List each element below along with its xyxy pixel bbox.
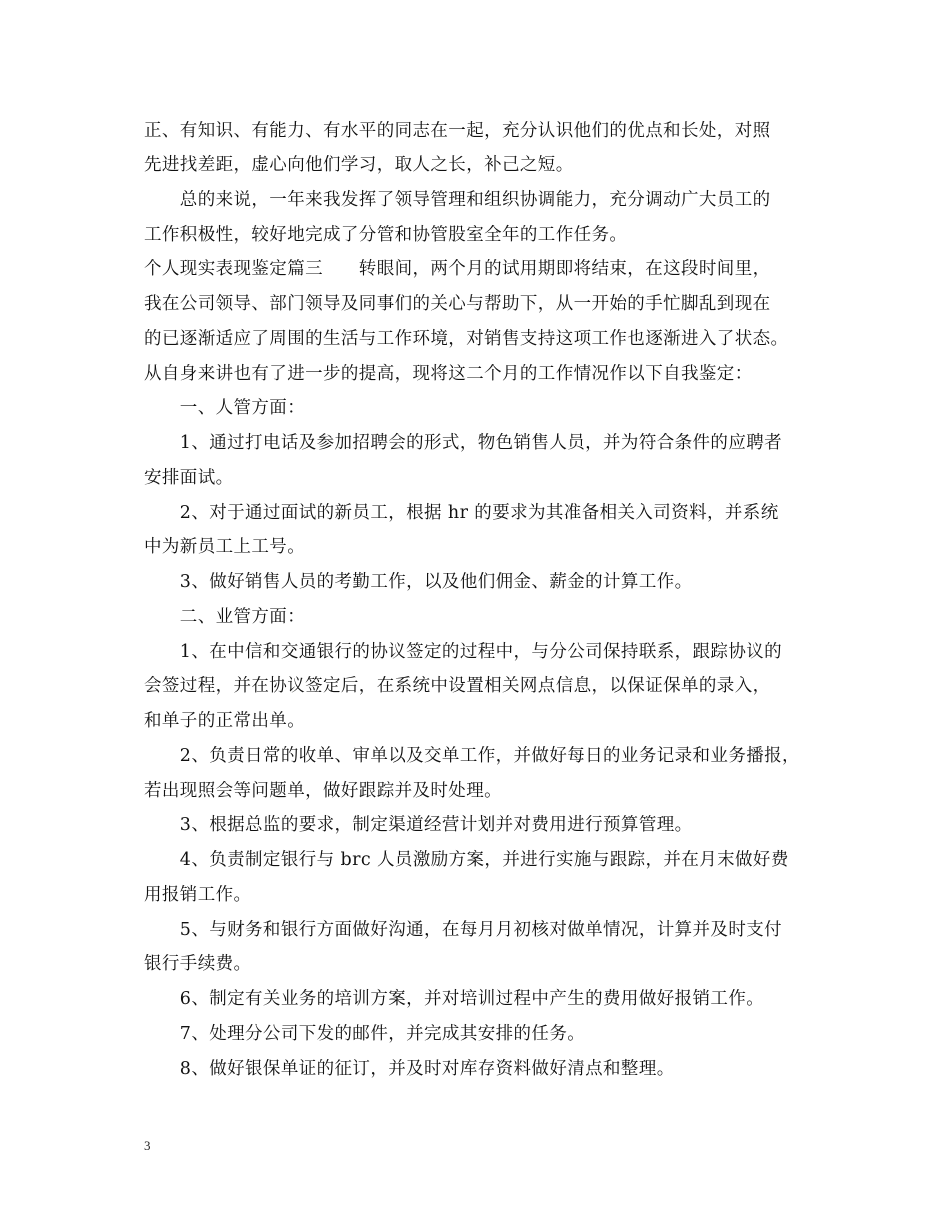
page-number: 3 [144, 1138, 151, 1153]
text-line: 8、做好银保单证的征订，并及时对库存资料做好清点和整理。 [144, 1059, 675, 1079]
text-line: 银行手续费。 [144, 954, 252, 974]
text-line: 我在公司领导、部门领导及同事们的关心与帮助下，从一开始的手忙脚乱到现在 [144, 294, 771, 314]
text-line: 先进找差距，虚心向他们学习，取人之长，补己之短。 [144, 155, 574, 175]
text-line: 二、业管方面： [144, 607, 306, 627]
text-line: 用报销工作。 [144, 885, 252, 905]
text-line: 中为新员工上工号。 [144, 537, 306, 557]
text-line: 个人现实表现鉴定篇三 转眼间，两个月的试用期即将结束，在这段时间里， [144, 259, 771, 279]
text-line: 1、通过打电话及参加招聘会的形式，物色销售人员，并为符合条件的应聘者 [144, 433, 783, 453]
text-line: 7、处理分公司下发的邮件，并完成其安排的任务。 [144, 1024, 586, 1044]
text-line: 和单子的正常出单。 [144, 711, 306, 731]
text-line: 的已逐渐适应了周围的生活与工作环境，对销售支持这项工作也逐渐进入了状态。 [144, 329, 789, 349]
text-line: 安排面试。 [144, 468, 234, 488]
text-line: 工作积极性，较好地完成了分管和协管股室全年的工作任务。 [144, 225, 628, 245]
text-line: 3、根据总监的要求，制定渠道经营计划并对费用进行预算管理。 [144, 815, 693, 835]
text-line: 4、负责制定银行与 brc 人员激励方案，并进行实施与跟踪，并在月末做好费 [144, 850, 789, 870]
text-line: 5、与财务和银行方面做好沟通，在每月月初核对做单情况，计算并及时支付 [144, 920, 783, 940]
text-line: 从自身来讲也有了进一步的提高，现将这二个月的工作情况作以下自我鉴定： [144, 364, 753, 384]
text-line: 正、有知识、有能力、有水平的同志在一起，充分认识他们的优点和长处，对照 [144, 121, 771, 141]
text-line: 会签过程，并在协议签定后，在系统中设置相关网点信息，以保证保单的录入， [144, 676, 771, 696]
text-line: 若出现照会等问题单，做好跟踪并及时处理。 [144, 781, 502, 801]
text-line: 3、做好销售人员的考勤工作，以及他们佣金、薪金的计算工作。 [144, 572, 693, 592]
text-line: 1、在中信和交通银行的协议签定的过程中，与分公司保持联系，跟踪协议的 [144, 642, 783, 662]
text-line: 2、对于通过面试的新员工，根据 hr 的要求为其准备相关入司资料，并系统 [144, 503, 779, 523]
text-line: 6、制定有关业务的培训方案，并对培训过程中产生的费用做好报销工作。 [144, 989, 765, 1009]
text-line: 2、负责日常的收单、审单以及交单工作，并做好每日的业务记录和业务播报， [144, 746, 800, 766]
text-line: 一、人管方面： [144, 398, 306, 418]
text-line: 总的来说，一年来我发挥了领导管理和组织协调能力，充分调动广大员工的 [144, 190, 771, 210]
